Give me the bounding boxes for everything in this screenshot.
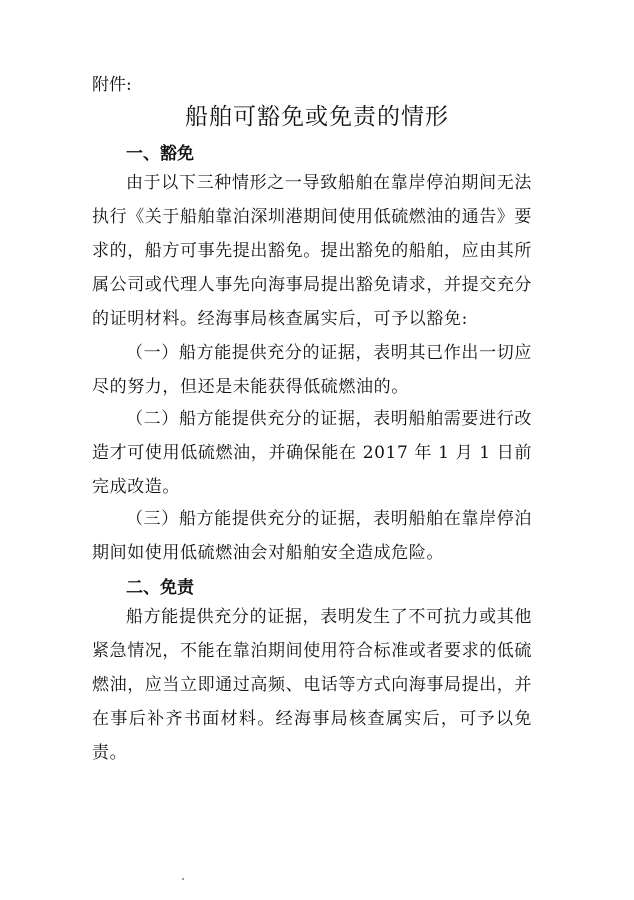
scan-speck	[182, 878, 184, 880]
exemption-item-2: （二）船方能提供充分的证据，表明船舶需要进行改造才可使用低硫燃油，并确保能在 2017 年 1 月 1 日前完成改造。	[92, 409, 532, 497]
document-title: 船舶可豁免或免责的情形	[185, 104, 449, 130]
exemption-intro-paragraph: 由于以下三种情形之一导致船舶在靠岸停泊期间无法执行《关于船舶靠泊深圳港期间使用低硫燃油的通告》要求的，船方可事先提出豁免。提出豁免的船舶，应由其所属公司或代理人事先向海事局提出豁免请求，并提交充分的证明材料。经海事局核查属实后，可予以豁免:	[92, 173, 532, 329]
section-heading-liability-exemption: 二、免责	[126, 578, 194, 598]
section-heading-exemption: 一、豁免	[126, 144, 194, 164]
liability-exemption-paragraph: 船方能提供充分的证据，表明发生了不可抗力或其他紧急情况，不能在靠泊期间使用符合标准或者要求的低硫燃油，应当立即通过高频、电话等方式向海事局提出，并在事后补齐书面材料。经海事局核查属实后，可予以免责。	[92, 607, 532, 763]
exemption-item-1: （一）船方能提供充分的证据，表明其已作出一切应尽的努力，但还是未能获得低硫燃油的。	[92, 343, 532, 397]
exemption-item-3: （三）船方能提供充分的证据，表明船舶在靠岸停泊期间如使用低硫燃油会对船舶安全造成危险。	[92, 509, 532, 563]
attachment-label: 附件:	[92, 75, 132, 95]
